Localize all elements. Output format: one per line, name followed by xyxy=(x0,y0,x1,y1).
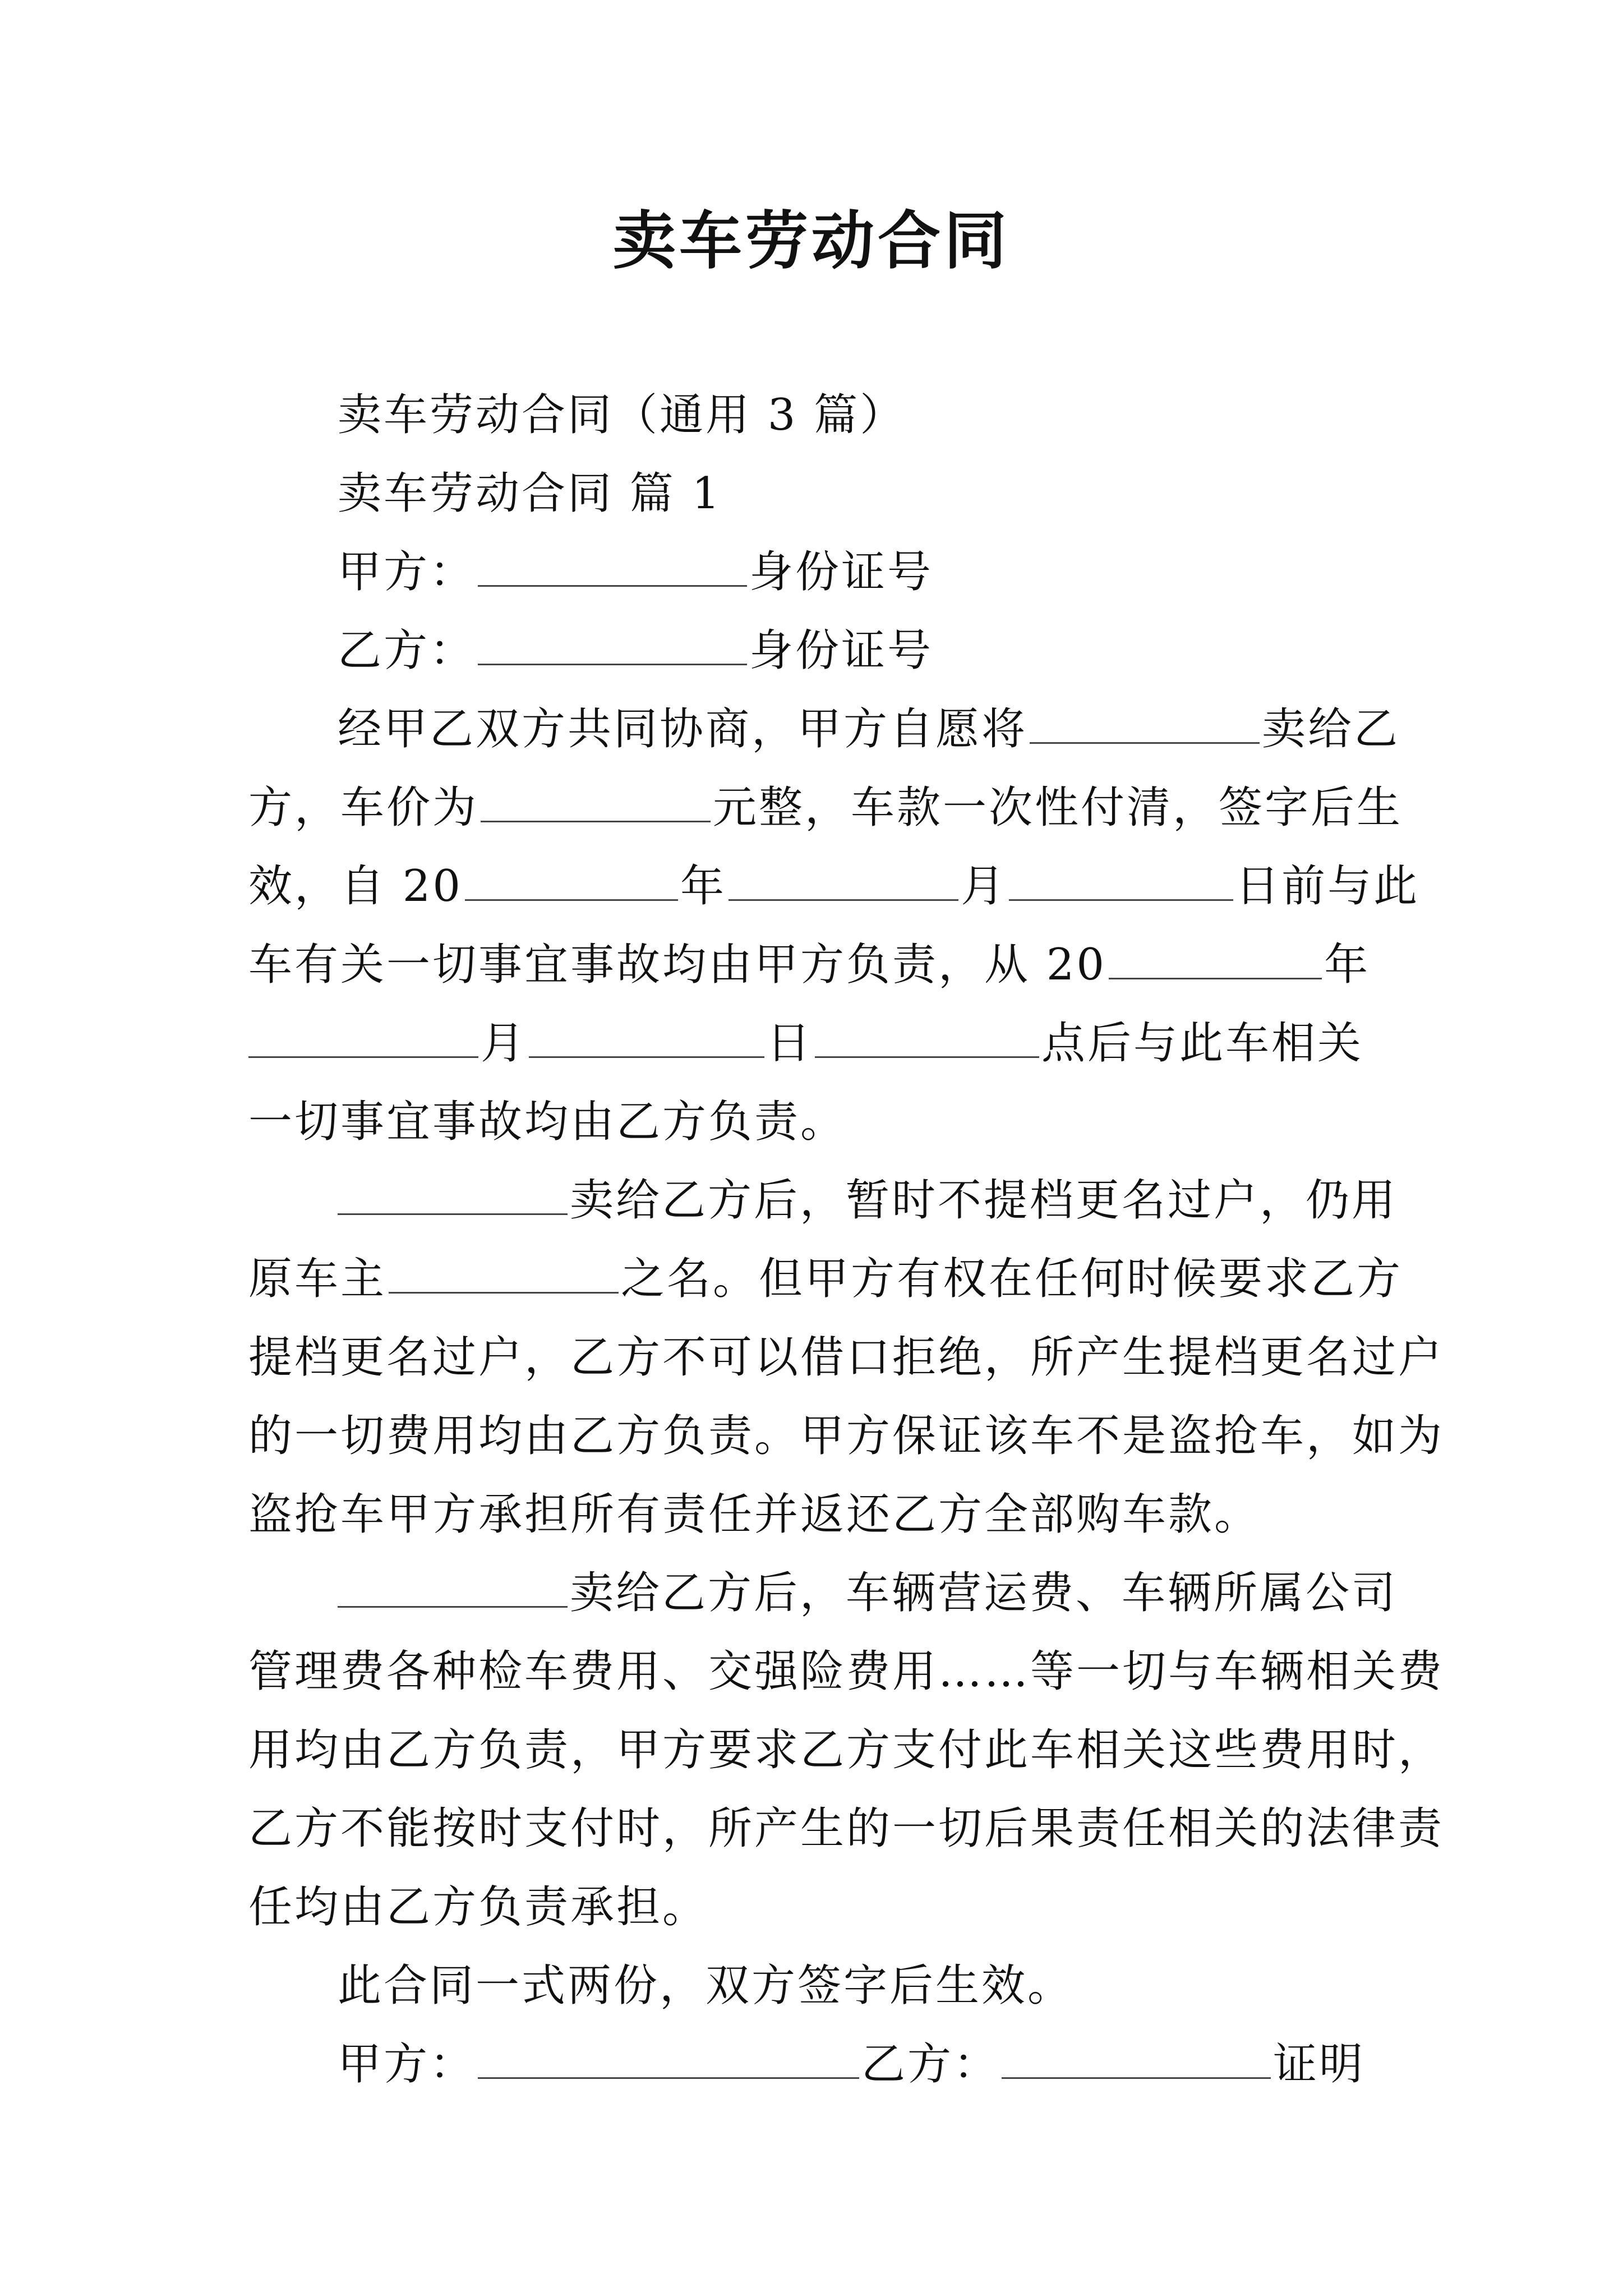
p3-line-2: 管理费各种检车费用、交强险费用……等一切与车辆相关费 xyxy=(248,1646,1445,1697)
party-a-blank[interactable] xyxy=(478,546,747,587)
text: 经甲乙双方共同协商，甲方自愿将 xyxy=(338,704,1028,754)
subtitle: 卖车劳动合同（通用 3 篇） xyxy=(338,390,906,440)
text: 月 xyxy=(961,861,1007,912)
p1-line-3 xyxy=(248,853,1419,920)
sign-party-a-label: 甲方： xyxy=(338,2039,476,2090)
text: 日前与此 xyxy=(1235,861,1420,912)
sign-witness-label: 证明 xyxy=(1273,2039,1366,2090)
p1-line-6: 一切事宜事故均由乙方负责。 xyxy=(248,1097,847,1147)
p1-line-4 xyxy=(248,931,1370,999)
owner-blank[interactable] xyxy=(389,1253,619,1294)
p1-line-1 xyxy=(338,696,1400,763)
party-a-line xyxy=(338,539,933,606)
text: 月 xyxy=(481,1018,527,1069)
sign-party-a-blank[interactable] xyxy=(478,2038,859,2079)
hour-blank[interactable] xyxy=(815,1017,1039,1058)
id-label-a: 身份证号 xyxy=(749,547,934,597)
p3-line-3: 用均由乙方负责，甲方要求乙方支付此车相关这些费用时， xyxy=(248,1725,1445,1775)
text: 点后与此车相关 xyxy=(1041,1018,1364,1069)
day-blank[interactable] xyxy=(529,1017,764,1058)
p3-line-4: 乙方不能按时支付时，所产生的一切后果责任相关的法律责 xyxy=(248,1803,1445,1854)
p3-line-5: 任均由乙方负责承担。 xyxy=(248,1882,709,1932)
sign-party-b-blank[interactable] xyxy=(1002,2038,1271,2079)
party-b-line xyxy=(338,617,933,684)
text: 车有关一切事宜事故均由甲方负责，从 20 xyxy=(248,940,1107,990)
section-heading: 卖车劳动合同 篇 1 xyxy=(338,468,722,519)
p2-line-2 xyxy=(248,1245,1403,1313)
blank-field[interactable] xyxy=(1030,703,1260,744)
blank-field[interactable] xyxy=(338,1567,568,1608)
p1-line-5 xyxy=(248,1010,1363,1077)
id-label-b: 身份证号 xyxy=(749,625,934,676)
p2-line-5: 盗抢车甲方承担所有责任并返还乙方全部购车款。 xyxy=(248,1489,1261,1540)
month-blank[interactable] xyxy=(248,1017,478,1058)
sign-party-b-label: 乙方： xyxy=(861,2039,1000,2090)
text: 年 xyxy=(680,861,727,912)
text: 卖给乙方后，暂时不提档更名过户，仍用 xyxy=(570,1175,1398,1226)
p2-line-3: 提档更名过户，乙方不可以借口拒绝，所产生提档更名过户 xyxy=(248,1332,1445,1383)
year-blank[interactable] xyxy=(1109,938,1322,979)
p3-line-1 xyxy=(338,1559,1398,1627)
p4-line: 此合同一式两份，双方签字后生效。 xyxy=(338,1961,1074,2011)
text: 卖给乙 xyxy=(1262,704,1400,754)
text: 年 xyxy=(1324,940,1371,990)
month-blank[interactable] xyxy=(728,860,958,901)
text: 日 xyxy=(767,1018,813,1069)
text: 原车主 xyxy=(248,1254,387,1304)
text: 元整，车款一次性付清，签字后生 xyxy=(713,783,1403,833)
p2-line-4: 的一切费用均由乙方负责。甲方保证该车不是盗抢车，如为 xyxy=(248,1411,1445,1461)
text: 方，车价为 xyxy=(248,783,479,833)
p1-line-2 xyxy=(248,774,1403,841)
price-blank[interactable] xyxy=(481,781,711,822)
party-b-label: 乙方： xyxy=(338,625,476,676)
party-a-label: 甲方： xyxy=(338,547,476,597)
party-b-blank[interactable] xyxy=(478,624,747,665)
blank-field[interactable] xyxy=(338,1174,568,1215)
text: 效，自 20 xyxy=(248,861,463,912)
p2-line-1 xyxy=(338,1167,1398,1234)
text: 卖给乙方后，车辆营运费、车辆所属公司 xyxy=(570,1568,1398,1618)
text: 之名。但甲方有权在任何时候要求乙方 xyxy=(621,1254,1403,1304)
year-blank[interactable] xyxy=(465,860,678,901)
signature-line xyxy=(338,2031,1365,2098)
document-title: 卖车劳动合同 xyxy=(613,204,1010,278)
day-blank[interactable] xyxy=(1009,860,1233,901)
